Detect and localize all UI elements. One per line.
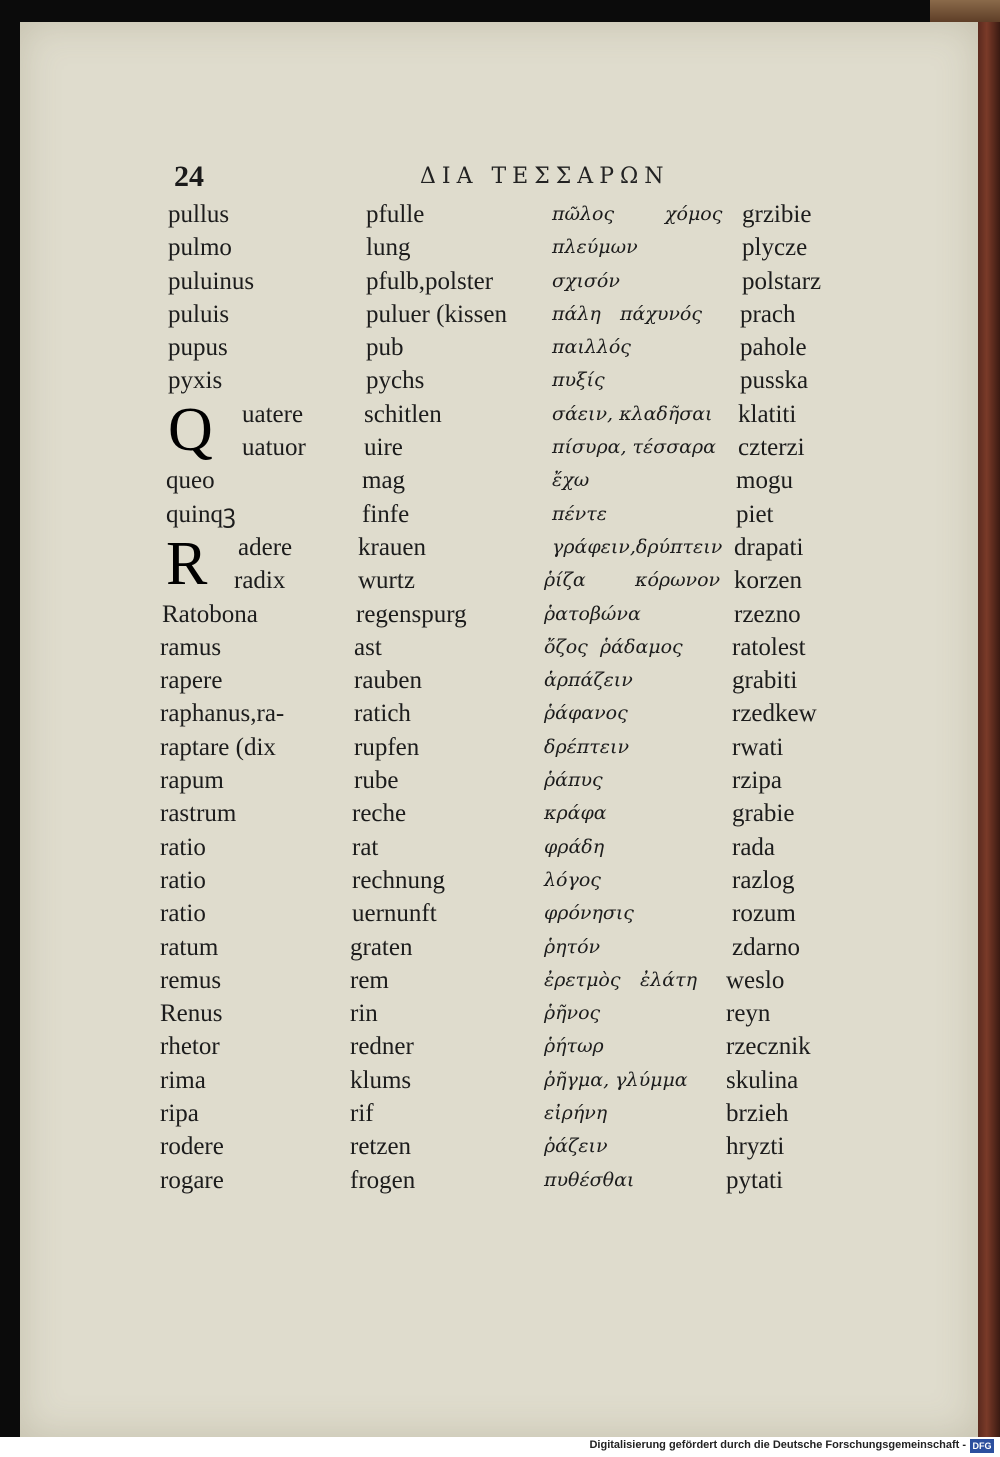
latin-word: uatuor	[242, 434, 306, 462]
latin-word: ripa	[160, 1100, 199, 1128]
german-word: uernunft	[352, 900, 437, 928]
german-word: wurtz	[358, 567, 415, 595]
table-row	[20, 831, 978, 864]
latin-word: remus	[160, 966, 222, 994]
german-word: regenspurg	[356, 600, 467, 628]
polish-word: czterzi	[738, 434, 805, 462]
latin-word: ratio	[160, 866, 206, 894]
greek-word-alt: ῥάδαμος	[600, 635, 683, 658]
greek-word: ῥῆγμα, γλύμμα	[544, 1068, 688, 1091]
table-row	[20, 731, 978, 764]
table-row	[20, 797, 978, 830]
greek-word: σχισόν	[552, 269, 620, 292]
table-row	[20, 331, 978, 364]
greek-word: ῥίζα	[544, 569, 586, 592]
greek-word: ἐρετμὸς	[544, 968, 621, 991]
footer-bar	[0, 1437, 1000, 1457]
german-word: rat	[352, 833, 379, 861]
vocabulary-table	[20, 198, 978, 1197]
polish-word: piet	[736, 500, 774, 528]
greek-word: πυθέσθαι	[544, 1168, 635, 1191]
page-number: 24	[174, 160, 204, 193]
polish-word: klatiti	[738, 400, 797, 428]
page-header	[20, 160, 978, 200]
german-word: krauen	[358, 533, 427, 561]
polish-word: grabiti	[732, 667, 798, 695]
polish-word: rzipa	[732, 767, 782, 795]
table-row	[20, 265, 978, 298]
greek-word: ῥατοβώνα	[544, 602, 641, 625]
table-row	[20, 531, 978, 564]
table-row	[20, 231, 978, 264]
polish-word: ratolest	[732, 633, 806, 661]
latin-word: raphanus,ra-	[160, 700, 285, 728]
greek-word: πῶλος	[552, 203, 615, 225]
greek-word: ῥάζειν	[544, 1135, 608, 1158]
initial-r: R	[166, 530, 208, 598]
table-row	[20, 198, 978, 231]
german-word: schitlen	[364, 400, 442, 428]
table-row	[20, 1064, 978, 1097]
greek-word: πάλη	[552, 302, 601, 325]
polish-word: rada	[732, 833, 776, 861]
latin-word: ramus	[160, 633, 222, 661]
latin-word: puluinus	[168, 267, 255, 295]
german-word: pfulle	[366, 201, 425, 228]
table-row	[20, 764, 978, 797]
latin-word: rapum	[160, 767, 224, 795]
polish-word: reyn	[726, 1000, 771, 1028]
latin-word: ratum	[160, 933, 219, 961]
latin-word: queo	[166, 467, 215, 495]
table-row	[20, 697, 978, 730]
german-word: finfe	[362, 500, 410, 528]
greek-word: πλεύμων	[552, 236, 638, 259]
table-row	[20, 864, 978, 897]
greek-word: ῥάπυς	[544, 769, 603, 792]
latin-word: adere	[238, 533, 293, 561]
polish-word: hryzti	[726, 1133, 785, 1161]
latin-word: pullus	[168, 201, 230, 228]
polish-word: rzezno	[734, 600, 801, 628]
latin-word: rastrum	[160, 800, 237, 828]
greek-word: πέντε	[552, 502, 607, 525]
german-word: pychs	[366, 367, 425, 395]
book-edge-top	[930, 0, 1000, 24]
greek-word: λόγος	[544, 868, 601, 891]
polish-word: rozum	[732, 900, 796, 928]
polish-word: weslo	[726, 966, 785, 994]
latin-word: pyxis	[168, 367, 223, 395]
polish-word: brzieh	[726, 1100, 789, 1128]
book-edge-right	[978, 22, 1000, 1437]
polish-word: pusska	[740, 367, 809, 395]
table-row	[20, 431, 978, 464]
german-word: retzen	[350, 1133, 412, 1161]
table-row	[20, 598, 978, 631]
latin-word: rhetor	[160, 1033, 220, 1061]
latin-word: Ratobona	[162, 600, 258, 628]
german-word: mag	[362, 467, 406, 495]
greek-word: ἁρπάζειν	[544, 669, 633, 692]
german-word: rauben	[354, 667, 423, 695]
table-row	[20, 997, 978, 1030]
german-word: rube	[354, 767, 399, 795]
greek-word-alt: κόρωνον	[635, 569, 721, 592]
polish-word: razlog	[732, 866, 795, 894]
german-word: frogen	[350, 1166, 416, 1194]
german-word: puluer (kissen	[366, 300, 507, 328]
polish-word: grabie	[732, 800, 795, 828]
latin-word: ratio	[160, 833, 206, 861]
dfg-logo: DFG	[970, 1439, 994, 1453]
latin-word: raptare (dix	[160, 733, 276, 761]
initial-q: Q	[168, 396, 213, 464]
polish-word: rwati	[732, 733, 784, 761]
table-row	[20, 1097, 978, 1130]
table-row	[20, 364, 978, 397]
table-row	[20, 931, 978, 964]
polish-word: pahole	[740, 334, 807, 362]
table-row	[20, 564, 978, 597]
funding-credit: Digitalisierung gefördert durch die Deutsche Forschungsgemeinschaft -	[589, 1439, 966, 1451]
latin-word: quinqꝫ	[166, 500, 236, 528]
table-row	[20, 1130, 978, 1163]
german-word: rif	[350, 1100, 374, 1128]
greek-word: ῥήτωρ	[544, 1035, 604, 1058]
table-row	[20, 1030, 978, 1063]
greek-word: ὄζος	[544, 635, 588, 658]
german-word: pub	[366, 334, 404, 362]
scanned-page	[20, 22, 978, 1437]
greek-word: φρόνησις	[544, 902, 634, 925]
greek-word: γράφειν,δρύπτειν	[552, 535, 723, 558]
running-head: ΔΙΑ ΤΕΣΣΑΡΩΝ	[420, 164, 670, 189]
polish-word: zdarno	[732, 933, 801, 961]
table-row	[20, 964, 978, 997]
greek-word: εἰρήνη	[544, 1102, 608, 1125]
greek-word: πυξίς	[552, 369, 605, 392]
latin-word: radix	[234, 567, 286, 595]
greek-word-alt: πάχυνός	[620, 302, 703, 325]
german-word: rem	[350, 966, 389, 994]
german-word: reche	[352, 800, 407, 828]
german-word: rin	[350, 1000, 378, 1028]
table-row	[20, 897, 978, 930]
latin-word: puluis	[168, 300, 230, 328]
polish-word: plycze	[742, 234, 808, 262]
greek-word: σάειν, κλαδῆσαι	[552, 402, 713, 425]
greek-word: φράδη	[544, 835, 605, 858]
greek-word-alt: χόμος	[665, 203, 723, 225]
polish-word: mogu	[736, 467, 793, 495]
polish-word: rzedkew	[732, 700, 817, 728]
polish-word: skulina	[726, 1066, 799, 1094]
table-row	[20, 498, 978, 531]
polish-word: pytati	[726, 1166, 783, 1194]
latin-word: pupus	[168, 334, 228, 362]
german-word: pfulb,polster	[366, 267, 494, 295]
polish-word: prach	[740, 300, 796, 328]
latin-word: ratio	[160, 900, 206, 928]
greek-word: παιλλός	[552, 336, 631, 359]
greek-word: ἔχω	[552, 469, 590, 492]
german-word: rupfen	[354, 733, 420, 761]
table-row	[20, 298, 978, 331]
greek-word: ῥάφανος	[544, 702, 628, 725]
latin-word: rima	[160, 1066, 206, 1094]
german-word: rechnung	[352, 866, 446, 894]
table-row	[20, 631, 978, 664]
greek-word: ῥητόν	[544, 935, 601, 958]
german-word: klums	[350, 1066, 412, 1094]
polish-word: drapati	[734, 533, 804, 561]
polish-word: korzen	[734, 567, 803, 595]
greek-word-alt: ἐλάτη	[640, 968, 697, 991]
german-word: ast	[354, 633, 382, 661]
greek-word: δρέπτειν	[544, 735, 629, 758]
table-row	[20, 464, 978, 497]
greek-word: κράφα	[544, 802, 607, 825]
latin-word: Renus	[160, 1000, 223, 1028]
table-row	[20, 664, 978, 697]
german-word: ratich	[354, 700, 411, 728]
latin-word: uatere	[242, 400, 304, 428]
german-word: graten	[350, 933, 413, 961]
polish-word: grzibie	[742, 201, 812, 228]
table-row	[20, 398, 978, 431]
polish-word: polstarz	[742, 267, 822, 295]
german-word: redner	[350, 1033, 414, 1061]
greek-word: ῥῆνος	[544, 1002, 601, 1025]
polish-word: rzecznik	[726, 1033, 811, 1061]
latin-word: rapere	[160, 667, 223, 695]
german-word: lung	[366, 234, 411, 262]
latin-word: rogare	[160, 1166, 224, 1194]
greek-word: πίσυρα, τέσσαρα	[552, 436, 717, 459]
latin-word: rodere	[160, 1133, 224, 1161]
german-word: uire	[364, 434, 403, 462]
table-row	[20, 1164, 978, 1197]
latin-word: pulmo	[168, 234, 232, 262]
